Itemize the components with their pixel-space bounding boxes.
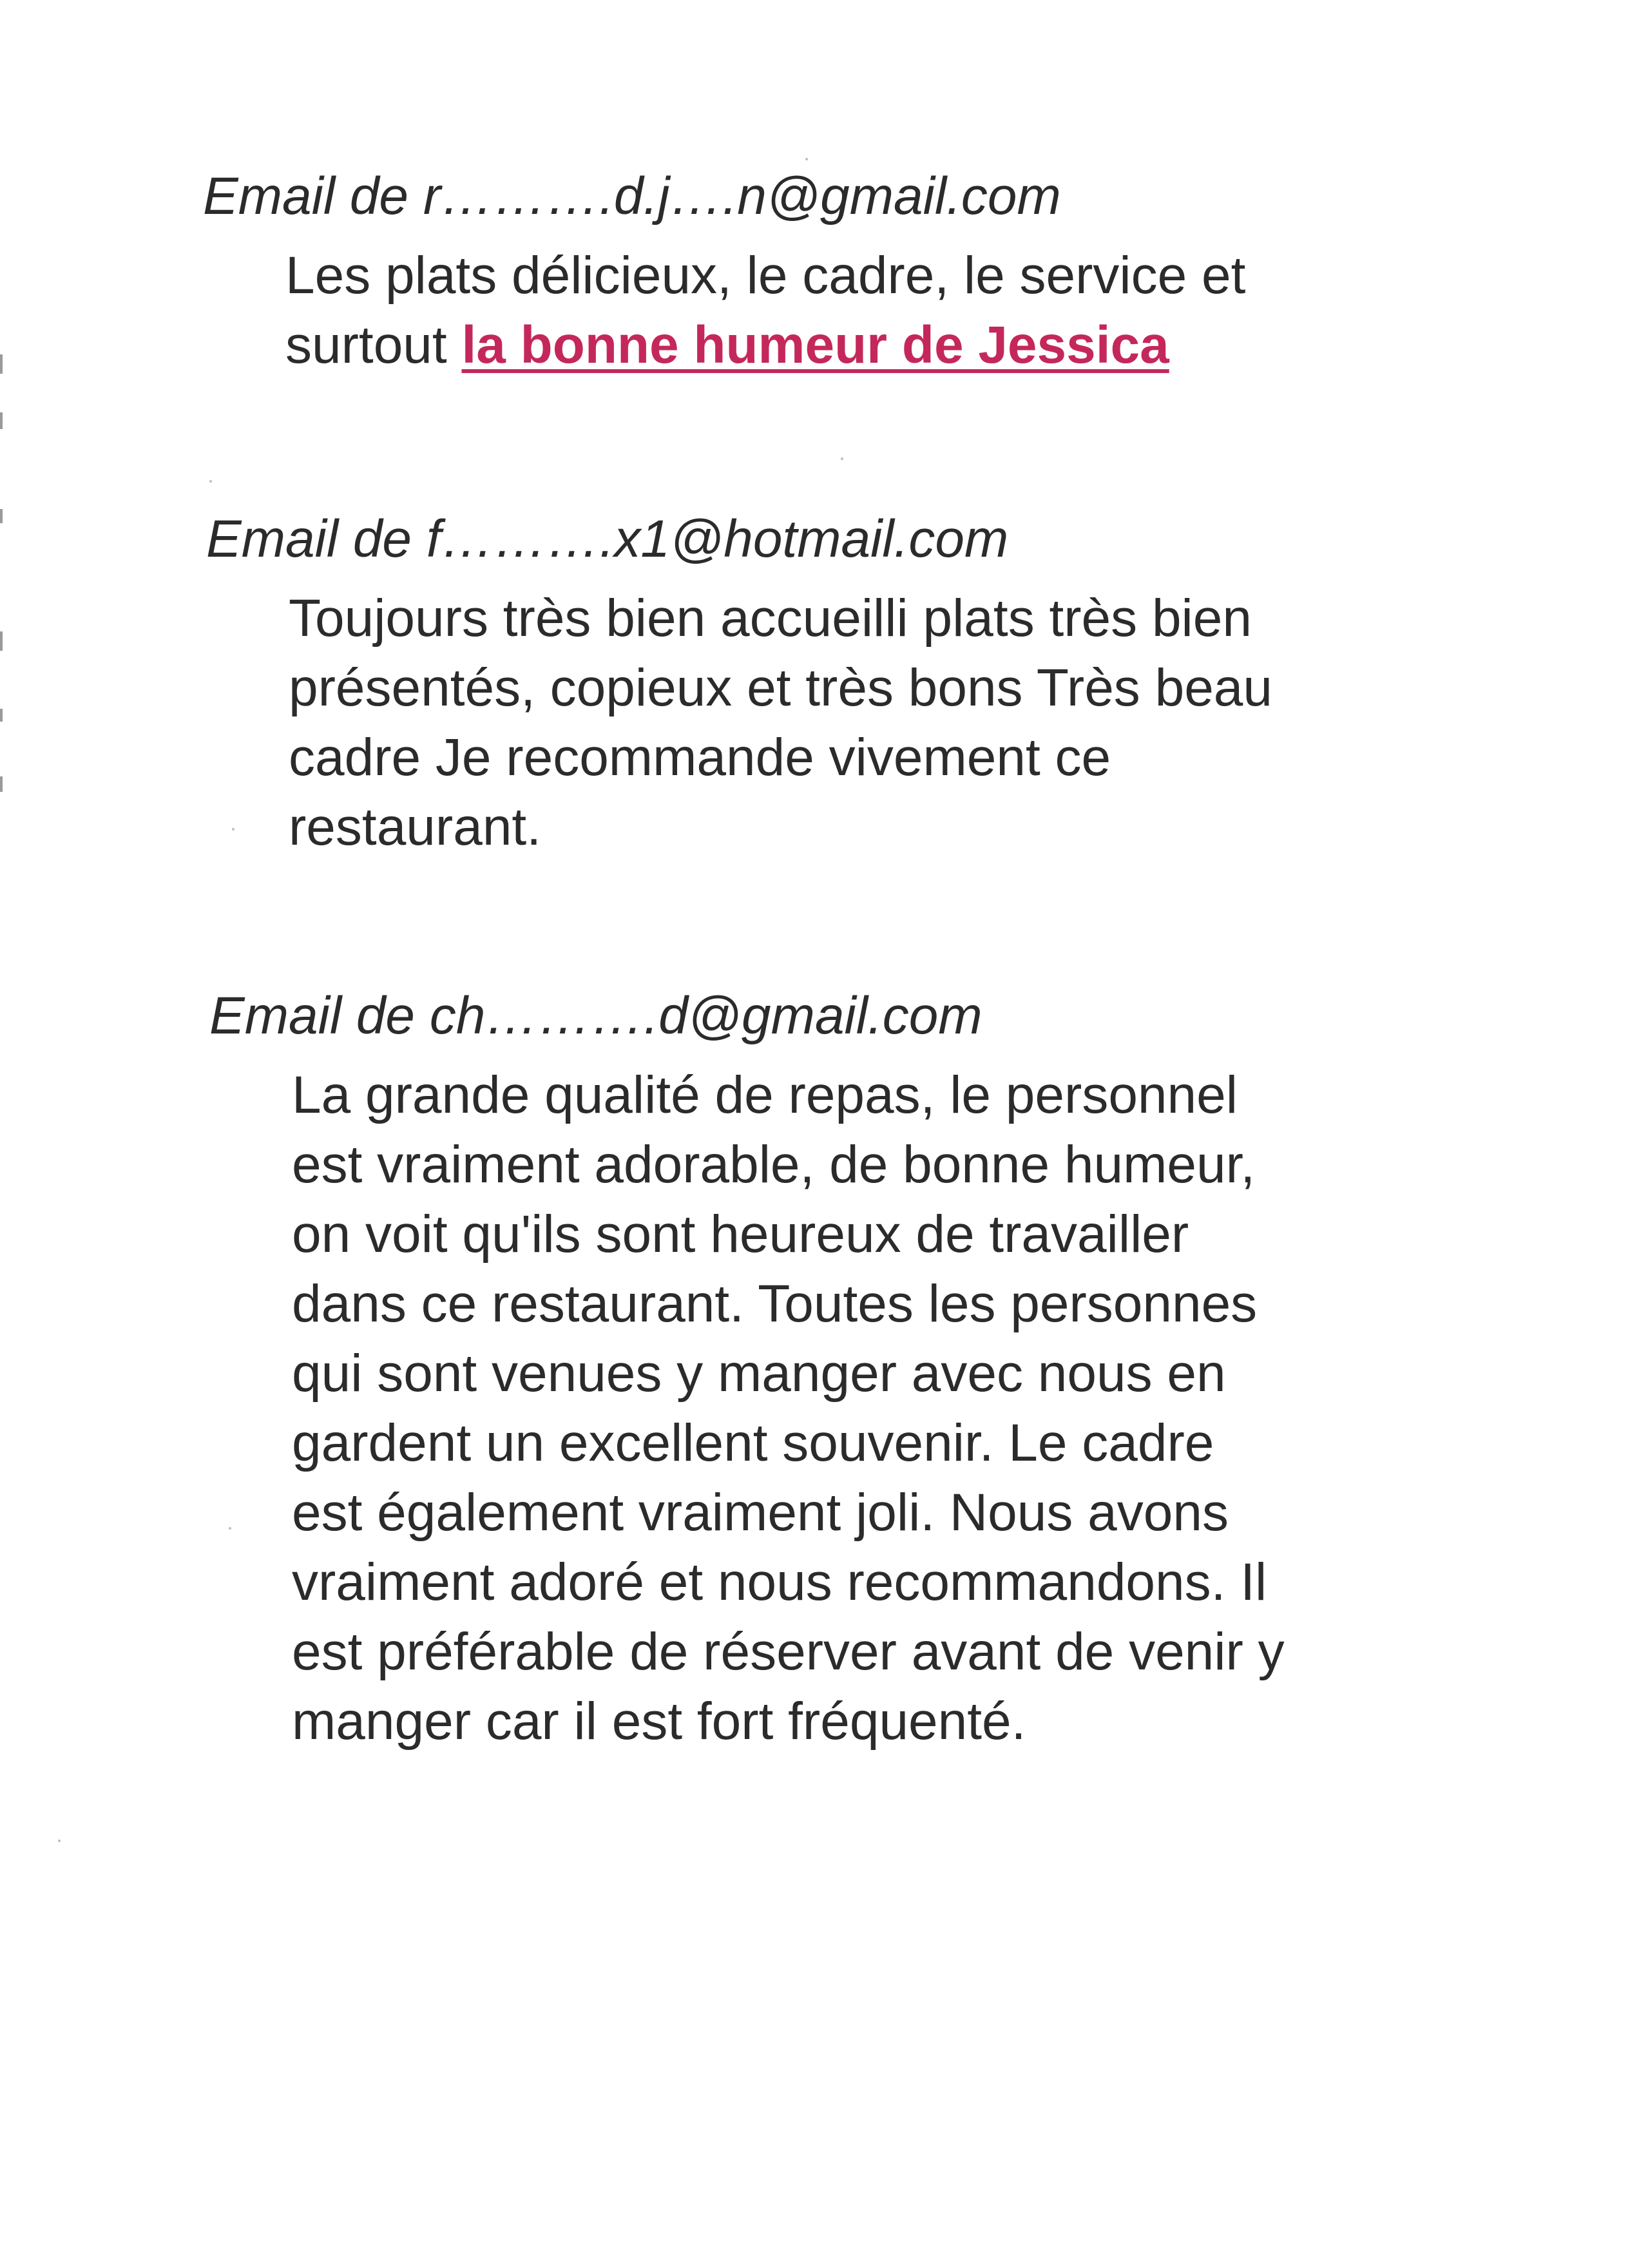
scan-speck <box>58 1840 61 1842</box>
comment-line: Toujours très bien accueilli plats très bien <box>289 589 1252 648</box>
scan-speck <box>841 457 843 460</box>
comment-line: est également vraiment joli. Nous avons <box>292 1483 1229 1542</box>
comment-line: présentés, copieux et très bons Très beau <box>289 658 1273 717</box>
comment-line: est vraiment adorable, de bonne humeur, <box>292 1135 1256 1194</box>
scan-mark <box>0 354 3 374</box>
scan-mark <box>0 709 3 722</box>
highlighted-comment: la bonne humeur de Jessica <box>461 316 1169 374</box>
comment-line: on voit qu'ils sont heureux de travailler <box>292 1205 1189 1264</box>
comment-line: manger car il est fort fréquenté. <box>292 1692 1026 1751</box>
scan-speck <box>805 158 808 160</box>
comment-line: restaurant. <box>289 798 541 856</box>
review-2 <box>206 509 1272 862</box>
review-comment <box>289 584 1272 862</box>
scan-speck <box>209 480 212 483</box>
comment-line: dans ce restaurant. Toutes les personnes <box>292 1274 1258 1333</box>
scan-mark <box>0 631 3 651</box>
scan-mark <box>0 509 3 523</box>
comment-text: surtout <box>285 316 462 374</box>
comment-line: La grande qualité de repas, le personnel <box>292 1066 1238 1124</box>
review-email: Email de ch……….d@gmail.com <box>209 986 982 1045</box>
review-email: Email de f……….x1@hotmail.com <box>206 510 1009 568</box>
comment-line: cadre Je recommande vivement ce <box>289 728 1111 787</box>
review-comment <box>285 241 1245 380</box>
review-1 <box>203 166 1245 380</box>
comment-line: Les plats délicieux, le cadre, le service et <box>285 246 1246 305</box>
comment-line: vraiment adoré et nous recommandons. Il <box>292 1553 1267 1611</box>
comment-line: qui sont venues y manger avec nous en <box>292 1344 1226 1403</box>
review-email: Email de r……….d.j….n@gmail.com <box>203 167 1061 226</box>
comment-line: gardent un excellent souvenir. Le cadre <box>292 1414 1214 1472</box>
review-3 <box>209 986 1285 1756</box>
scan-mark <box>0 776 3 792</box>
scan-mark <box>0 412 3 429</box>
comment-line <box>285 311 1245 380</box>
review-comment <box>292 1061 1285 1756</box>
comment-line: est préférable de réserver avant de venir y <box>292 1622 1285 1681</box>
